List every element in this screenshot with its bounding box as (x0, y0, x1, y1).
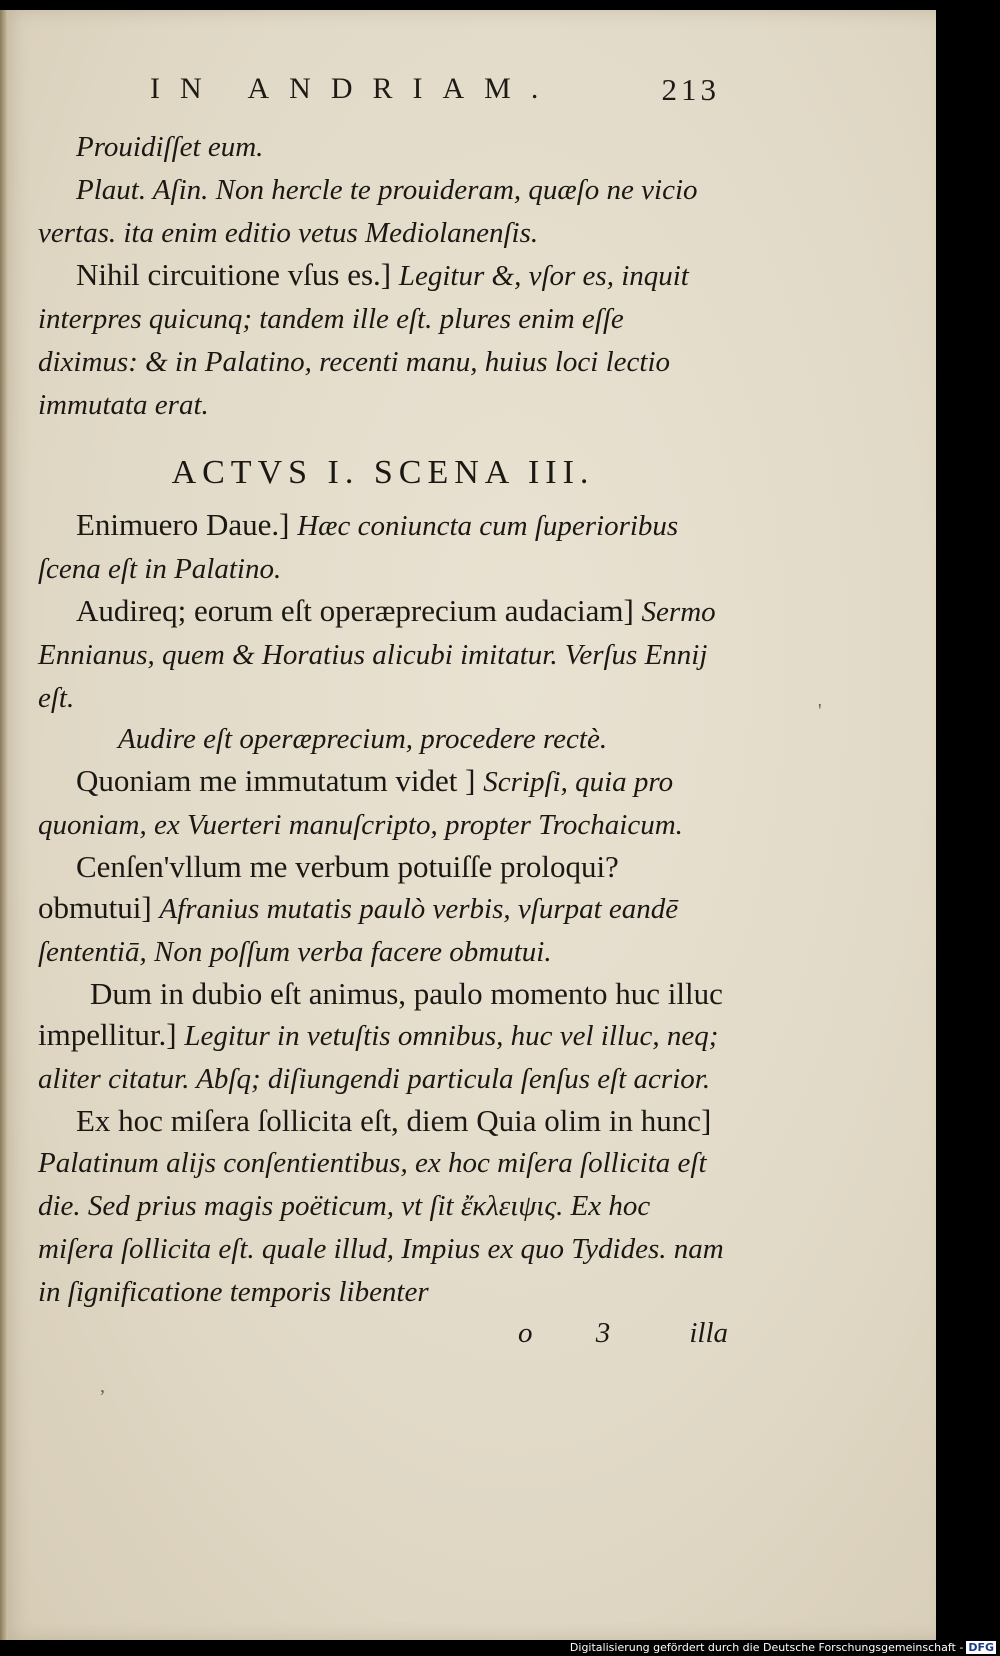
lemma: Audireq; eorum eſt operæprecium audaciam] (76, 593, 634, 628)
page-header (150, 72, 720, 116)
dfg-logo: DFG (968, 1641, 994, 1654)
catchline (38, 1313, 728, 1354)
commentary: Plaut. Aſin. Non hercle te prouideram, quæſo ne vicio vertas. ita enim editio vetus Mediolanenſis. (38, 174, 698, 249)
paragraph (38, 973, 728, 1100)
ink-speck: ' (818, 700, 822, 722)
commentary: Hæc coniuncta cum ſuperioribus ſcena eſt in Palatino. (38, 510, 679, 585)
quoted-verse: Audire eſt operæprecium, procedere rectè. (118, 723, 608, 755)
commentary: Legitur &, vſor es, inquit interpres quicunq; tandem ille eſt. plures enim eſſe diximus: & in Palatino, recenti manu, huius loci lectio immutata erat. (38, 260, 689, 421)
commentary: Sermo Ennianus, quem & Horatius alicubi imitatur. Verſus Ennij eſt. (38, 596, 716, 714)
paragraph (38, 125, 728, 168)
lemma: Nihil circuitione vſus es.] (76, 257, 392, 292)
running-head: IN ANDRIAM. (150, 72, 559, 105)
paragraph (38, 760, 728, 846)
paragraph (38, 590, 728, 719)
digitization-credit (570, 1640, 1000, 1656)
lemma: Ex hoc miſera ſollicita eſt, diem Quia olim in hunc] (76, 1103, 712, 1138)
act-scene-heading: ACTVS I. SCENA III. (171, 454, 595, 491)
ink-speck: , (100, 1375, 105, 1397)
credit-text: Digitalisierung gefördert durch die Deutsche Forschungsgemeinschaft - (569, 1641, 964, 1654)
commentary-text (38, 125, 728, 1354)
signature-mark: o 3 (518, 1317, 639, 1349)
paragraph (38, 504, 728, 590)
commentary: Legitur in vetuſtis omnibus, huc vel illuc, neq; aliter citatur. Abſq; diſiungendi particula ſenſus eſt acrior. (38, 1020, 719, 1095)
paragraph (38, 1100, 728, 1313)
paragraph (38, 254, 728, 426)
paragraph (38, 168, 728, 254)
lemma: Cenſen'vllum me verbum potuiſſe proloqui? obmutui] (38, 849, 619, 925)
lemma: Enimuero Daue.] (76, 507, 290, 542)
commentary: Scripſi, quia pro quoniam, ex Vuerteri manuſcripto, propter Trochaicum. (38, 766, 683, 841)
paragraph (38, 846, 728, 973)
lemma: Dum in dubio eſt animus, paulo momento huc illuc impellitur.] (38, 976, 723, 1052)
page-number: 213 (661, 72, 720, 107)
commentary: Palatinum alijs conſentientibus, ex hoc miſera ſollicita eſt die. Sed prius magis poëticum, vt ſit ἔκλειψις. Ex hoc miſera ſollicita eſt. quale illud, Impius ex quo Tydides. nam in ſignificatione temporis libenter (38, 1147, 724, 1308)
catchword: illa (689, 1317, 728, 1349)
book-page (0, 10, 936, 1640)
commentary: Prouidiſſet eum. (76, 131, 264, 163)
lemma: Quoniam me immutatum videt ] (76, 763, 476, 798)
commentary: Afranius mutatis paulò verbis, vſurpat eandē ſententiā, Non poſſum verba facere obmutui. (38, 893, 679, 968)
